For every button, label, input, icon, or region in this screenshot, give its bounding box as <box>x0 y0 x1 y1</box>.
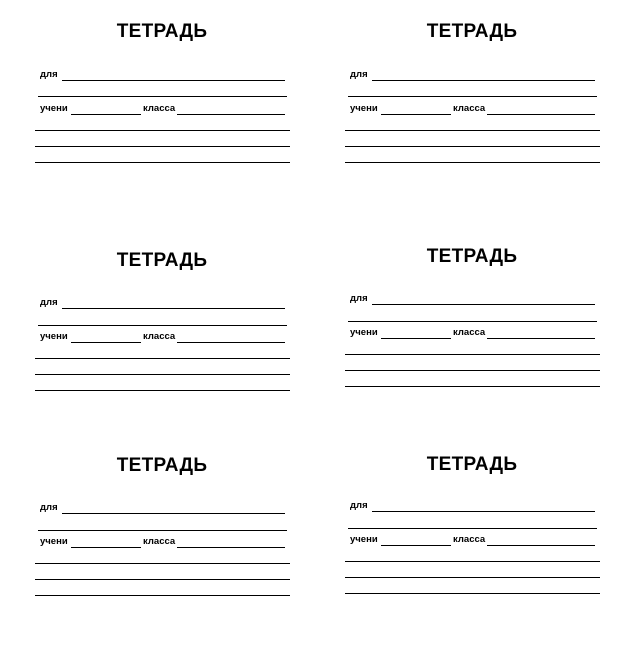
class-line <box>177 342 285 343</box>
notebook-label-6 <box>345 453 605 653</box>
blank-line <box>35 374 290 375</box>
for-label: для <box>350 500 368 511</box>
pupil-label: учени <box>40 331 68 342</box>
blank-line <box>35 563 290 564</box>
class-line <box>487 338 595 339</box>
pupil-line <box>71 547 141 548</box>
for-label: для <box>40 69 58 80</box>
name-line <box>372 511 595 512</box>
class-line <box>177 114 285 115</box>
notebook-label-4 <box>345 245 605 445</box>
class-label: класса <box>453 327 486 338</box>
blank-line <box>35 130 290 131</box>
name-line <box>372 80 595 81</box>
notebook-title: ТЕТРАДЬ <box>426 454 518 475</box>
class-line <box>177 547 285 548</box>
pupil-line <box>71 342 141 343</box>
blank-line <box>345 593 600 594</box>
blank-line <box>35 390 290 391</box>
pupil-line <box>381 114 451 115</box>
pupil-label: учени <box>350 534 378 545</box>
notebook-title: ТЕТРАДЬ <box>116 455 208 476</box>
class-label: класса <box>143 536 176 547</box>
blank-line <box>345 130 600 131</box>
pupil-line <box>71 114 141 115</box>
blank-line <box>345 162 600 163</box>
notebook-label-3 <box>35 249 295 449</box>
notebook-label-2 <box>345 20 605 220</box>
pupil-label: учени <box>350 103 378 114</box>
class-label: класса <box>143 331 176 342</box>
pupil-label: учени <box>40 103 68 114</box>
name-line <box>62 308 285 309</box>
class-label: класса <box>143 103 176 114</box>
class-line <box>487 114 595 115</box>
name-line <box>372 304 595 305</box>
blank-line <box>345 146 600 147</box>
blank-line <box>35 162 290 163</box>
for-label: для <box>40 502 58 513</box>
name-line-2 <box>38 530 287 531</box>
notebook-title: ТЕТРАДЬ <box>426 246 518 267</box>
name-line <box>62 513 285 514</box>
notebook-label-1 <box>35 20 295 220</box>
blank-line <box>345 354 600 355</box>
blank-line <box>35 146 290 147</box>
notebook-title: ТЕТРАДЬ <box>116 21 208 42</box>
for-label: для <box>40 297 58 308</box>
blank-line <box>345 370 600 371</box>
blank-line <box>35 595 290 596</box>
notebook-title: ТЕТРАДЬ <box>116 250 208 271</box>
class-label: класса <box>453 534 486 545</box>
blank-line <box>35 579 290 580</box>
blank-line <box>345 386 600 387</box>
class-label: класса <box>453 103 486 114</box>
name-line-2 <box>38 325 287 326</box>
class-line <box>487 545 595 546</box>
notebook-title: ТЕТРАДЬ <box>426 21 518 42</box>
pupil-line <box>381 338 451 339</box>
for-label: для <box>350 69 368 80</box>
pupil-line <box>381 545 451 546</box>
notebook-label-5 <box>35 454 295 654</box>
pupil-label: учени <box>40 536 68 547</box>
name-line-2 <box>348 96 597 97</box>
blank-line <box>35 358 290 359</box>
name-line <box>62 80 285 81</box>
pupil-label: учени <box>350 327 378 338</box>
name-line-2 <box>348 321 597 322</box>
blank-line <box>345 577 600 578</box>
blank-line <box>345 561 600 562</box>
name-line-2 <box>38 96 287 97</box>
name-line-2 <box>348 528 597 529</box>
for-label: для <box>350 293 368 304</box>
